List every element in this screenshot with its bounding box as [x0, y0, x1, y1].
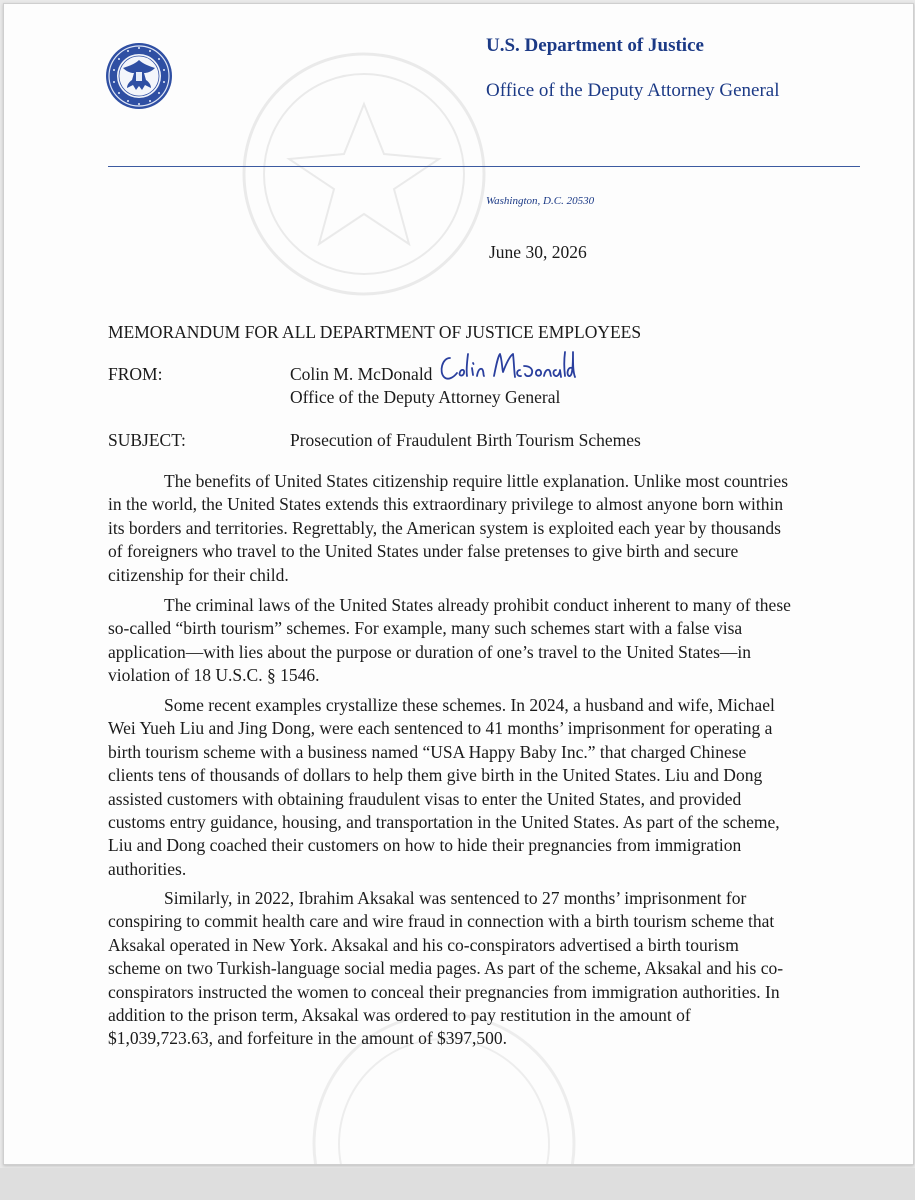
text-line: violation of 18 U.S.C. § 1546.: [108, 665, 320, 686]
text-line: conspirators instructed the women to conceal their pregnancies from immigration authorities. In: [108, 981, 780, 1002]
text-line: The criminal laws of the United States already prohibit conduct inherent to many of these: [164, 595, 791, 615]
city-address: Washington, D.C. 20530: [486, 195, 595, 207]
text-line: Liu and Dong coached their customers on how to hide their pregnancies from immigration: [108, 835, 742, 856]
text-line: addition to the prison term, Aksakal was ordered to pay restitution in the amount of: [108, 1005, 691, 1026]
body-paragraph-2: [108, 594, 878, 688]
text-line: application—with lies about the purpose or duration of one’s travel to the United States—in: [108, 641, 751, 662]
text-line: Aksakal operated in New York. Aksakal and his co-conspirators advertised a birth tourism: [108, 934, 739, 955]
text-line: its borders and territories. Regrettably, the American system is exploited each year by thousands: [108, 517, 781, 538]
body-paragraph-1: [108, 470, 878, 587]
text-line: customs entry guidance, housing, and transportation in the United States. As part of the scheme,: [108, 812, 780, 833]
eagle-watermark-icon: [234, 44, 494, 304]
from-name: Colin M. McDonald: [290, 364, 433, 384]
subject-label: SUBJECT:: [108, 430, 186, 450]
body-paragraph-3: [108, 694, 878, 881]
memo-date: June 30, 2026: [489, 242, 587, 262]
text-line: so-called “birth tourism” schemes. For example, many such schemes start with a false visa: [108, 618, 743, 639]
office-name: Office of the Deputy Attorney General: [486, 80, 780, 101]
subject-text: Prosecution of Fraudulent Birth Tourism Schemes: [290, 430, 641, 450]
text-line: authorities.: [108, 858, 187, 879]
text-line: scheme on two Turkish-language social media pages. As part of the scheme, Aksakal and his co-: [108, 958, 784, 979]
text-line: of foreigners who travel to the United States under false pretenses to give birth and secure: [108, 541, 739, 562]
text-line: citizenship for their child.: [108, 564, 289, 585]
from-label: FROM:: [108, 364, 163, 384]
text-line: Similarly, in 2022, Ibrahim Aksakal was sentenced to 27 months’ imprisonment for: [164, 888, 747, 908]
text-line: The benefits of United States citizenship require little explanation. Unlike most countries: [164, 471, 789, 491]
body-paragraph-4: [108, 887, 878, 1051]
memo-page: [3, 3, 914, 1165]
text-line: Some recent examples crystallize these schemes. In 2024, a husband and wife, Michael: [164, 695, 775, 715]
from-office: Office of the Deputy Attorney General: [290, 387, 561, 407]
text-line: clients tens of thousands of dollars to help them give birth in the United States. Liu and Dong: [108, 765, 763, 786]
text-line: Wei Yueh Liu and Jing Dong, were each sentenced to 41 months’ imprisonment for operating a: [108, 718, 773, 739]
page-bottom-margin: [0, 1168, 915, 1200]
text-line: conspiring to commit health care and wire fraud in connection with a birth tourism scheme that: [108, 911, 775, 932]
text-line: assisted customers with obtaining fraudulent visas to enter the United States, and provided: [108, 788, 742, 809]
signature-icon: [436, 346, 576, 390]
memo-title: MEMORANDUM FOR ALL DEPARTMENT OF JUSTICE EMPLOYEES: [108, 322, 642, 342]
doj-seal-icon: [105, 42, 173, 110]
letterhead-divider: [108, 166, 860, 167]
text-line: $1,039,723.63, and forfeiture in the amount of $397,500.: [108, 1028, 508, 1049]
text-line: birth tourism scheme with a business named “USA Happy Baby Inc.” that charged Chinese: [108, 741, 747, 762]
text-line: in the world, the United States extends this extraordinary privilege to almost anyone born within: [108, 494, 784, 515]
agency-name: U.S. Department of Justice: [486, 35, 704, 56]
